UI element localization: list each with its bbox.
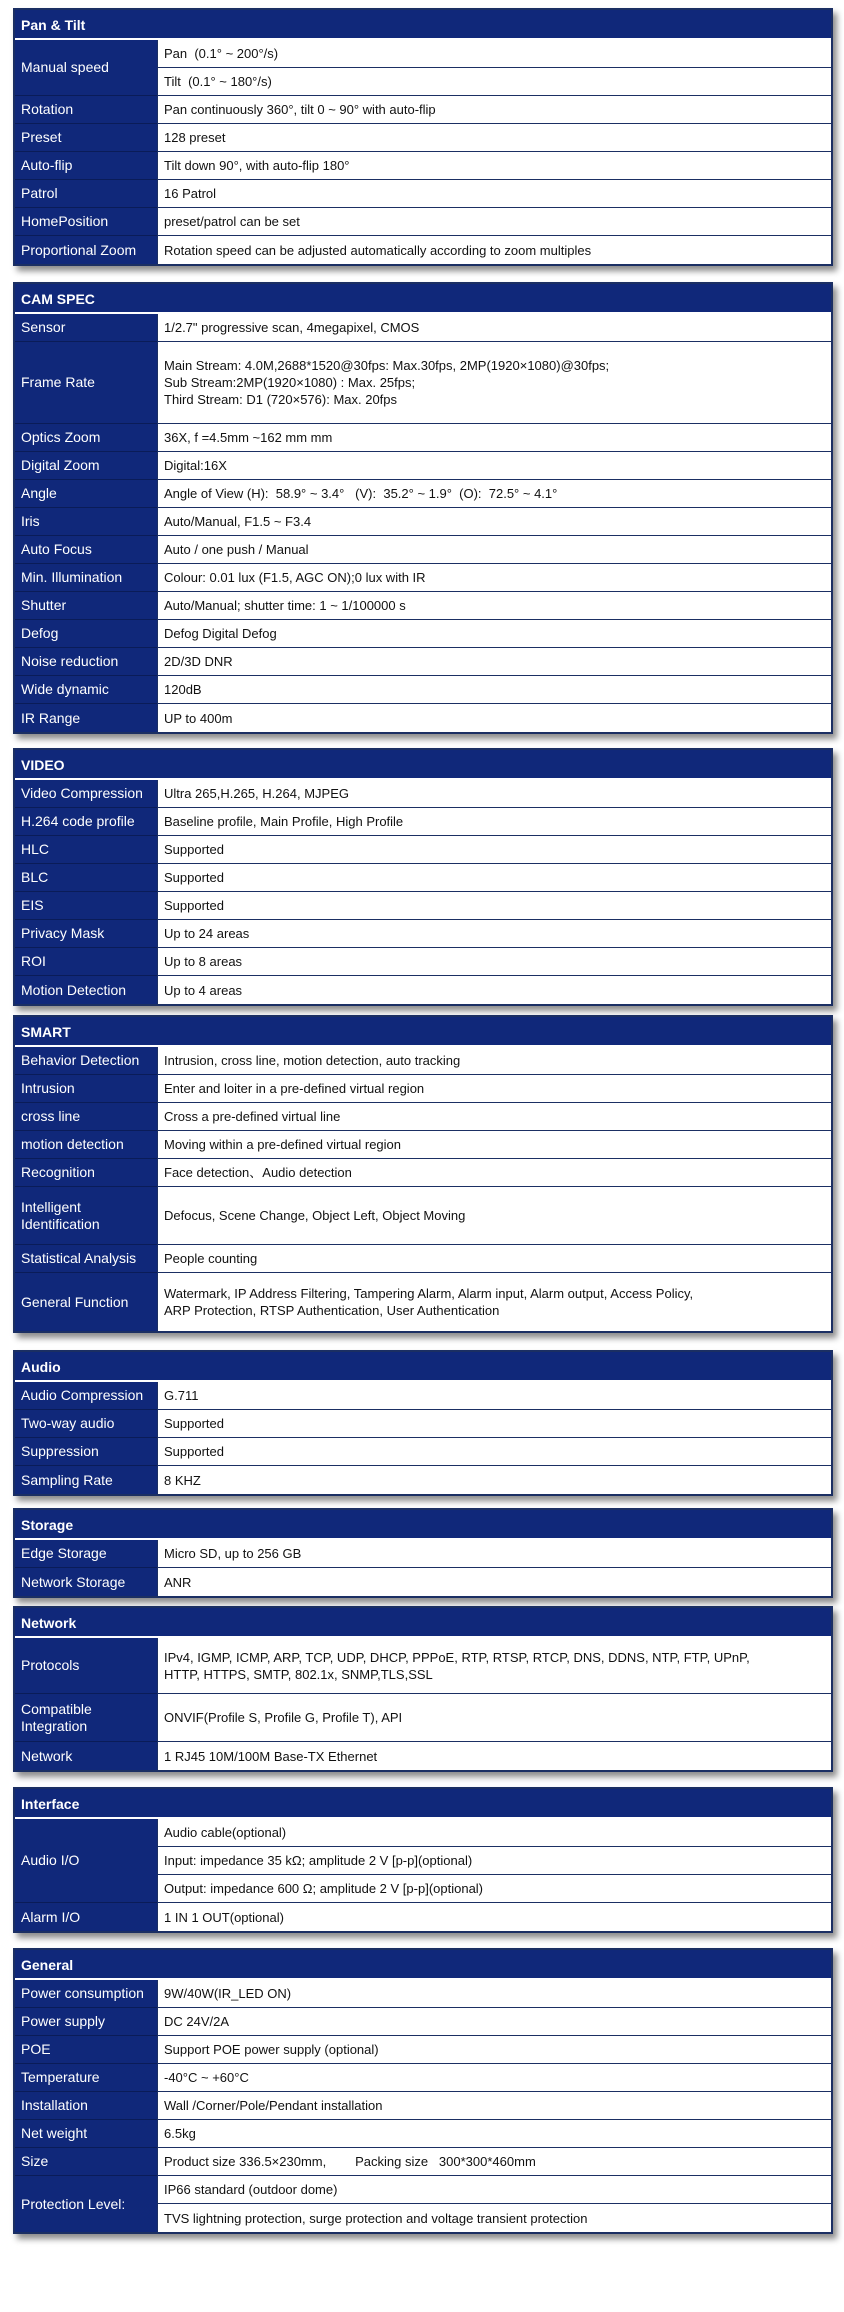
spec-value: ANR xyxy=(164,1574,192,1590)
section-title: General xyxy=(15,1950,831,1980)
spec-label: Audio I/O xyxy=(15,1819,157,1903)
spec-value: Wall /Corner/Pole/Pendant installation xyxy=(158,2092,831,2120)
spec-value: Ultra 265,H.265, H.264, MJPEG xyxy=(158,780,831,808)
spec-value: IPv4, IGMP, ICMP, ARP, TCP, UDP, DHCP, PPPoE, RTP, RTSP, RTCP, DNS, DDNS, NTP, FTP, UPnP, HTTP, HTTPS, SMTP, 802.1x, SNMP,TLS,SSL xyxy=(158,1638,831,1694)
spec-label: Network xyxy=(21,1747,73,1764)
spec-label: Installation xyxy=(15,2092,157,2120)
spec-label: cross line xyxy=(15,1103,157,1131)
spec-value: Defocus, Scene Change, Object Left, Object Moving xyxy=(158,1187,831,1245)
spec-value: Supported xyxy=(158,892,831,920)
section-title: Interface xyxy=(15,1789,831,1819)
spec-value: Auto/Manual, F1.5 ~ F3.4 xyxy=(158,508,831,536)
spec-label: Net weight xyxy=(15,2120,157,2148)
spec-value: 2D/3D DNR xyxy=(158,648,831,676)
spec-label: Rotation xyxy=(15,96,157,124)
section-title: SMART xyxy=(15,1017,831,1047)
spec-label: Wide dynamic xyxy=(15,676,157,704)
label-column xyxy=(15,40,157,264)
value-column xyxy=(157,1540,831,1596)
spec-label: Sampling Rate xyxy=(21,1471,113,1488)
label-column xyxy=(15,1638,157,1770)
spec-label: Intelligent Identification xyxy=(15,1187,157,1245)
spec-label: Alarm I/O xyxy=(21,1908,81,1925)
spec-value: Baseline profile, Main Profile, High Profile xyxy=(158,808,831,836)
spec-table xyxy=(15,314,831,732)
value-column xyxy=(157,1047,831,1331)
spec-label: Sensor xyxy=(15,314,157,342)
label-column xyxy=(15,314,157,732)
spec-label: Size xyxy=(15,2148,157,2176)
spec-table xyxy=(15,1047,831,1331)
spec-label: H.264 code profile xyxy=(15,808,157,836)
spec-label: IR Range xyxy=(21,709,81,726)
section-audio xyxy=(13,1350,833,1496)
label-column xyxy=(15,1382,157,1494)
spec-label: Frame Rate xyxy=(15,342,157,424)
spec-table xyxy=(15,1819,831,1931)
spec-table xyxy=(15,1382,831,1494)
section-network xyxy=(13,1606,833,1772)
spec-value: UP to 400m xyxy=(164,710,233,726)
spec-label: Auto Focus xyxy=(15,536,157,564)
spec-label: Min. Illumination xyxy=(15,564,157,592)
spec-value: Auto / one push / Manual xyxy=(158,536,831,564)
spec-value: Tilt (0.1° ~ 180°/s) xyxy=(158,68,831,96)
spec-value: Digital:16X xyxy=(158,452,831,480)
spec-label: EIS xyxy=(15,892,157,920)
spec-label: Power consumption xyxy=(15,1980,157,2008)
value-column xyxy=(157,1382,831,1494)
spec-value: Moving within a pre-defined virtual region xyxy=(158,1131,831,1159)
spec-label: Audio Compression xyxy=(15,1382,157,1410)
spec-value: Rotation speed can be adjusted automatically according to zoom multiples xyxy=(164,242,592,258)
spec-label: Compatible Integration xyxy=(15,1694,157,1742)
spec-label: Noise reduction xyxy=(15,648,157,676)
spec-value: 36X, f =4.5mm ~162 mm mm xyxy=(158,424,831,452)
spec-value: IP66 standard (outdoor dome) xyxy=(158,2176,831,2204)
spec-label: Preset xyxy=(15,124,157,152)
spec-table xyxy=(15,40,831,264)
spec-label: Optics Zoom xyxy=(15,424,157,452)
spec-label: Angle xyxy=(15,480,157,508)
section-title: Pan & Tilt xyxy=(15,10,831,40)
spec-label: Privacy Mask xyxy=(15,920,157,948)
spec-label: Proportional Zoom xyxy=(21,241,137,258)
spec-value: Auto/Manual; shutter time: 1 ~ 1/100000 s xyxy=(158,592,831,620)
value-column xyxy=(157,1980,831,2232)
spec-label: Behavior Detection xyxy=(15,1047,157,1075)
spec-value: Angle of View (H): 58.9° ~ 3.4° (V): 35.2° ~ 1.9° (O): 72.5° ~ 4.1° xyxy=(158,480,831,508)
spec-value: Enter and loiter in a pre-defined virtual region xyxy=(158,1075,831,1103)
spec-label: Patrol xyxy=(15,180,157,208)
spec-label: POE xyxy=(15,2036,157,2064)
spec-value: Pan (0.1° ~ 200°/s) xyxy=(158,40,831,68)
spec-value: 1 IN 1 OUT(optional) xyxy=(164,1909,284,1925)
spec-label: Protocols xyxy=(15,1638,157,1694)
spec-label: HomePosition xyxy=(15,208,157,236)
spec-label: Temperature xyxy=(15,2064,157,2092)
section-storage xyxy=(13,1508,833,1598)
spec-value: DC 24V/2A xyxy=(158,2008,831,2036)
spec-value: People counting xyxy=(158,1245,831,1273)
spec-value: Defog Digital Defog xyxy=(158,620,831,648)
spec-value: Up to 8 areas xyxy=(158,948,831,976)
spec-label: Manual speed xyxy=(15,40,157,96)
label-column xyxy=(15,1540,157,1596)
spec-value: Cross a pre-defined virtual line xyxy=(158,1103,831,1131)
spec-table xyxy=(15,1638,831,1770)
value-column xyxy=(157,780,831,1004)
value-column xyxy=(157,1819,831,1931)
label-column xyxy=(15,1047,157,1331)
spec-value: Supported xyxy=(158,836,831,864)
spec-value: 128 preset xyxy=(158,124,831,152)
spec-label: General Function xyxy=(21,1293,129,1310)
section-smart xyxy=(13,1015,833,1333)
spec-value: TVS lightning protection, surge protection and voltage transient protection xyxy=(164,2210,588,2226)
section-video xyxy=(13,748,833,1006)
spec-value: 16 Patrol xyxy=(158,180,831,208)
spec-value: 6.5kg xyxy=(158,2120,831,2148)
section-interface xyxy=(13,1787,833,1933)
spec-label: ROI xyxy=(15,948,157,976)
spec-label: Auto-flip xyxy=(15,152,157,180)
label-column xyxy=(15,780,157,1004)
spec-table xyxy=(15,780,831,1004)
spec-value: Intrusion, cross line, motion detection, auto tracking xyxy=(158,1047,831,1075)
spec-table xyxy=(15,1540,831,1596)
spec-label: Shutter xyxy=(15,592,157,620)
spec-label: Power supply xyxy=(15,2008,157,2036)
spec-label: Suppression xyxy=(15,1438,157,1466)
value-column xyxy=(157,1638,831,1770)
label-column xyxy=(15,1819,157,1931)
spec-value: 1/2.7" progressive scan, 4megapixel, CMOS xyxy=(158,314,831,342)
spec-label: Iris xyxy=(15,508,157,536)
label-column xyxy=(15,1980,157,2232)
spec-value: preset/patrol can be set xyxy=(158,208,831,236)
value-column xyxy=(157,314,831,732)
section-pan-tilt xyxy=(13,8,833,266)
spec-value: Tilt down 90°, with auto-flip 180° xyxy=(158,152,831,180)
value-column xyxy=(157,40,831,264)
section-title: CAM SPEC xyxy=(15,284,831,314)
spec-label: HLC xyxy=(15,836,157,864)
spec-value: Supported xyxy=(158,1438,831,1466)
spec-value: Input: impedance 35 kΩ; amplitude 2 V [p-p](optional) xyxy=(158,1847,831,1875)
section-title: Storage xyxy=(15,1510,831,1540)
spec-label: Recognition xyxy=(15,1159,157,1187)
spec-label: Network Storage xyxy=(21,1573,126,1590)
spec-value: Audio cable(optional) xyxy=(158,1819,831,1847)
spec-value: Supported xyxy=(158,864,831,892)
spec-label: Defog xyxy=(15,620,157,648)
section-general xyxy=(13,1948,833,2234)
spec-value: Pan continuously 360°, tilt 0 ~ 90° with auto-flip xyxy=(158,96,831,124)
spec-value: Colour: 0.01 lux (F1.5, AGC ON);0 lux with IR xyxy=(158,564,831,592)
section-title: Network xyxy=(15,1608,831,1638)
spec-label: Intrusion xyxy=(15,1075,157,1103)
spec-label: BLC xyxy=(15,864,157,892)
spec-label: Video Compression xyxy=(15,780,157,808)
spec-value: Product size 336.5×230mm, Packing size 300*300*460mm xyxy=(158,2148,831,2176)
section-title: VIDEO xyxy=(15,750,831,780)
spec-value: -40°C ~ +60°C xyxy=(158,2064,831,2092)
spec-label: Motion Detection xyxy=(21,981,127,998)
section-cam-spec xyxy=(13,282,833,734)
spec-value: Face detection、Audio detection xyxy=(158,1159,831,1187)
spec-label: Two-way audio xyxy=(15,1410,157,1438)
spec-label: Edge Storage xyxy=(15,1540,157,1568)
spec-value: Output: impedance 600 Ω; amplitude 2 V [p-p](optional) xyxy=(158,1875,831,1903)
section-title: Audio xyxy=(15,1352,831,1382)
spec-value: Up to 24 areas xyxy=(158,920,831,948)
spec-table xyxy=(15,1980,831,2232)
spec-label: Statistical Analysis xyxy=(15,1245,157,1273)
spec-value: 8 KHZ xyxy=(164,1472,201,1488)
spec-value: Main Stream: 4.0M,2688*1520@30fps: Max.30fps, 2MP(1920×1080)@30fps; Sub Stream:2MP(1920×1080) : Max. 25fps; Third Stream: D1 (720×576): Max. 20fps xyxy=(158,342,831,424)
spec-value: 120dB xyxy=(158,676,831,704)
spec-value: G.711 xyxy=(158,1382,831,1410)
spec-value: Up to 4 areas xyxy=(164,982,243,998)
spec-value: 1 RJ45 10M/100M Base-TX Ethernet xyxy=(164,1748,378,1764)
spec-value: ONVIF(Profile S, Profile G, Profile T), API xyxy=(158,1694,831,1742)
spec-label: Protection Level: xyxy=(21,2195,126,2212)
spec-label: motion detection xyxy=(15,1131,157,1159)
spec-value: Support POE power supply (optional) xyxy=(158,2036,831,2064)
spec-value: 9W/40W(IR_LED ON) xyxy=(158,1980,831,2008)
spec-value: Supported xyxy=(158,1410,831,1438)
spec-value: Micro SD, up to 256 GB xyxy=(158,1540,831,1568)
spec-value: Watermark, IP Address Filtering, Tampering Alarm, Alarm input, Alarm output, Access Policy, ARP Protection, RTSP Authentication, User Authentication xyxy=(164,1286,694,1318)
spec-label: Digital Zoom xyxy=(15,452,157,480)
